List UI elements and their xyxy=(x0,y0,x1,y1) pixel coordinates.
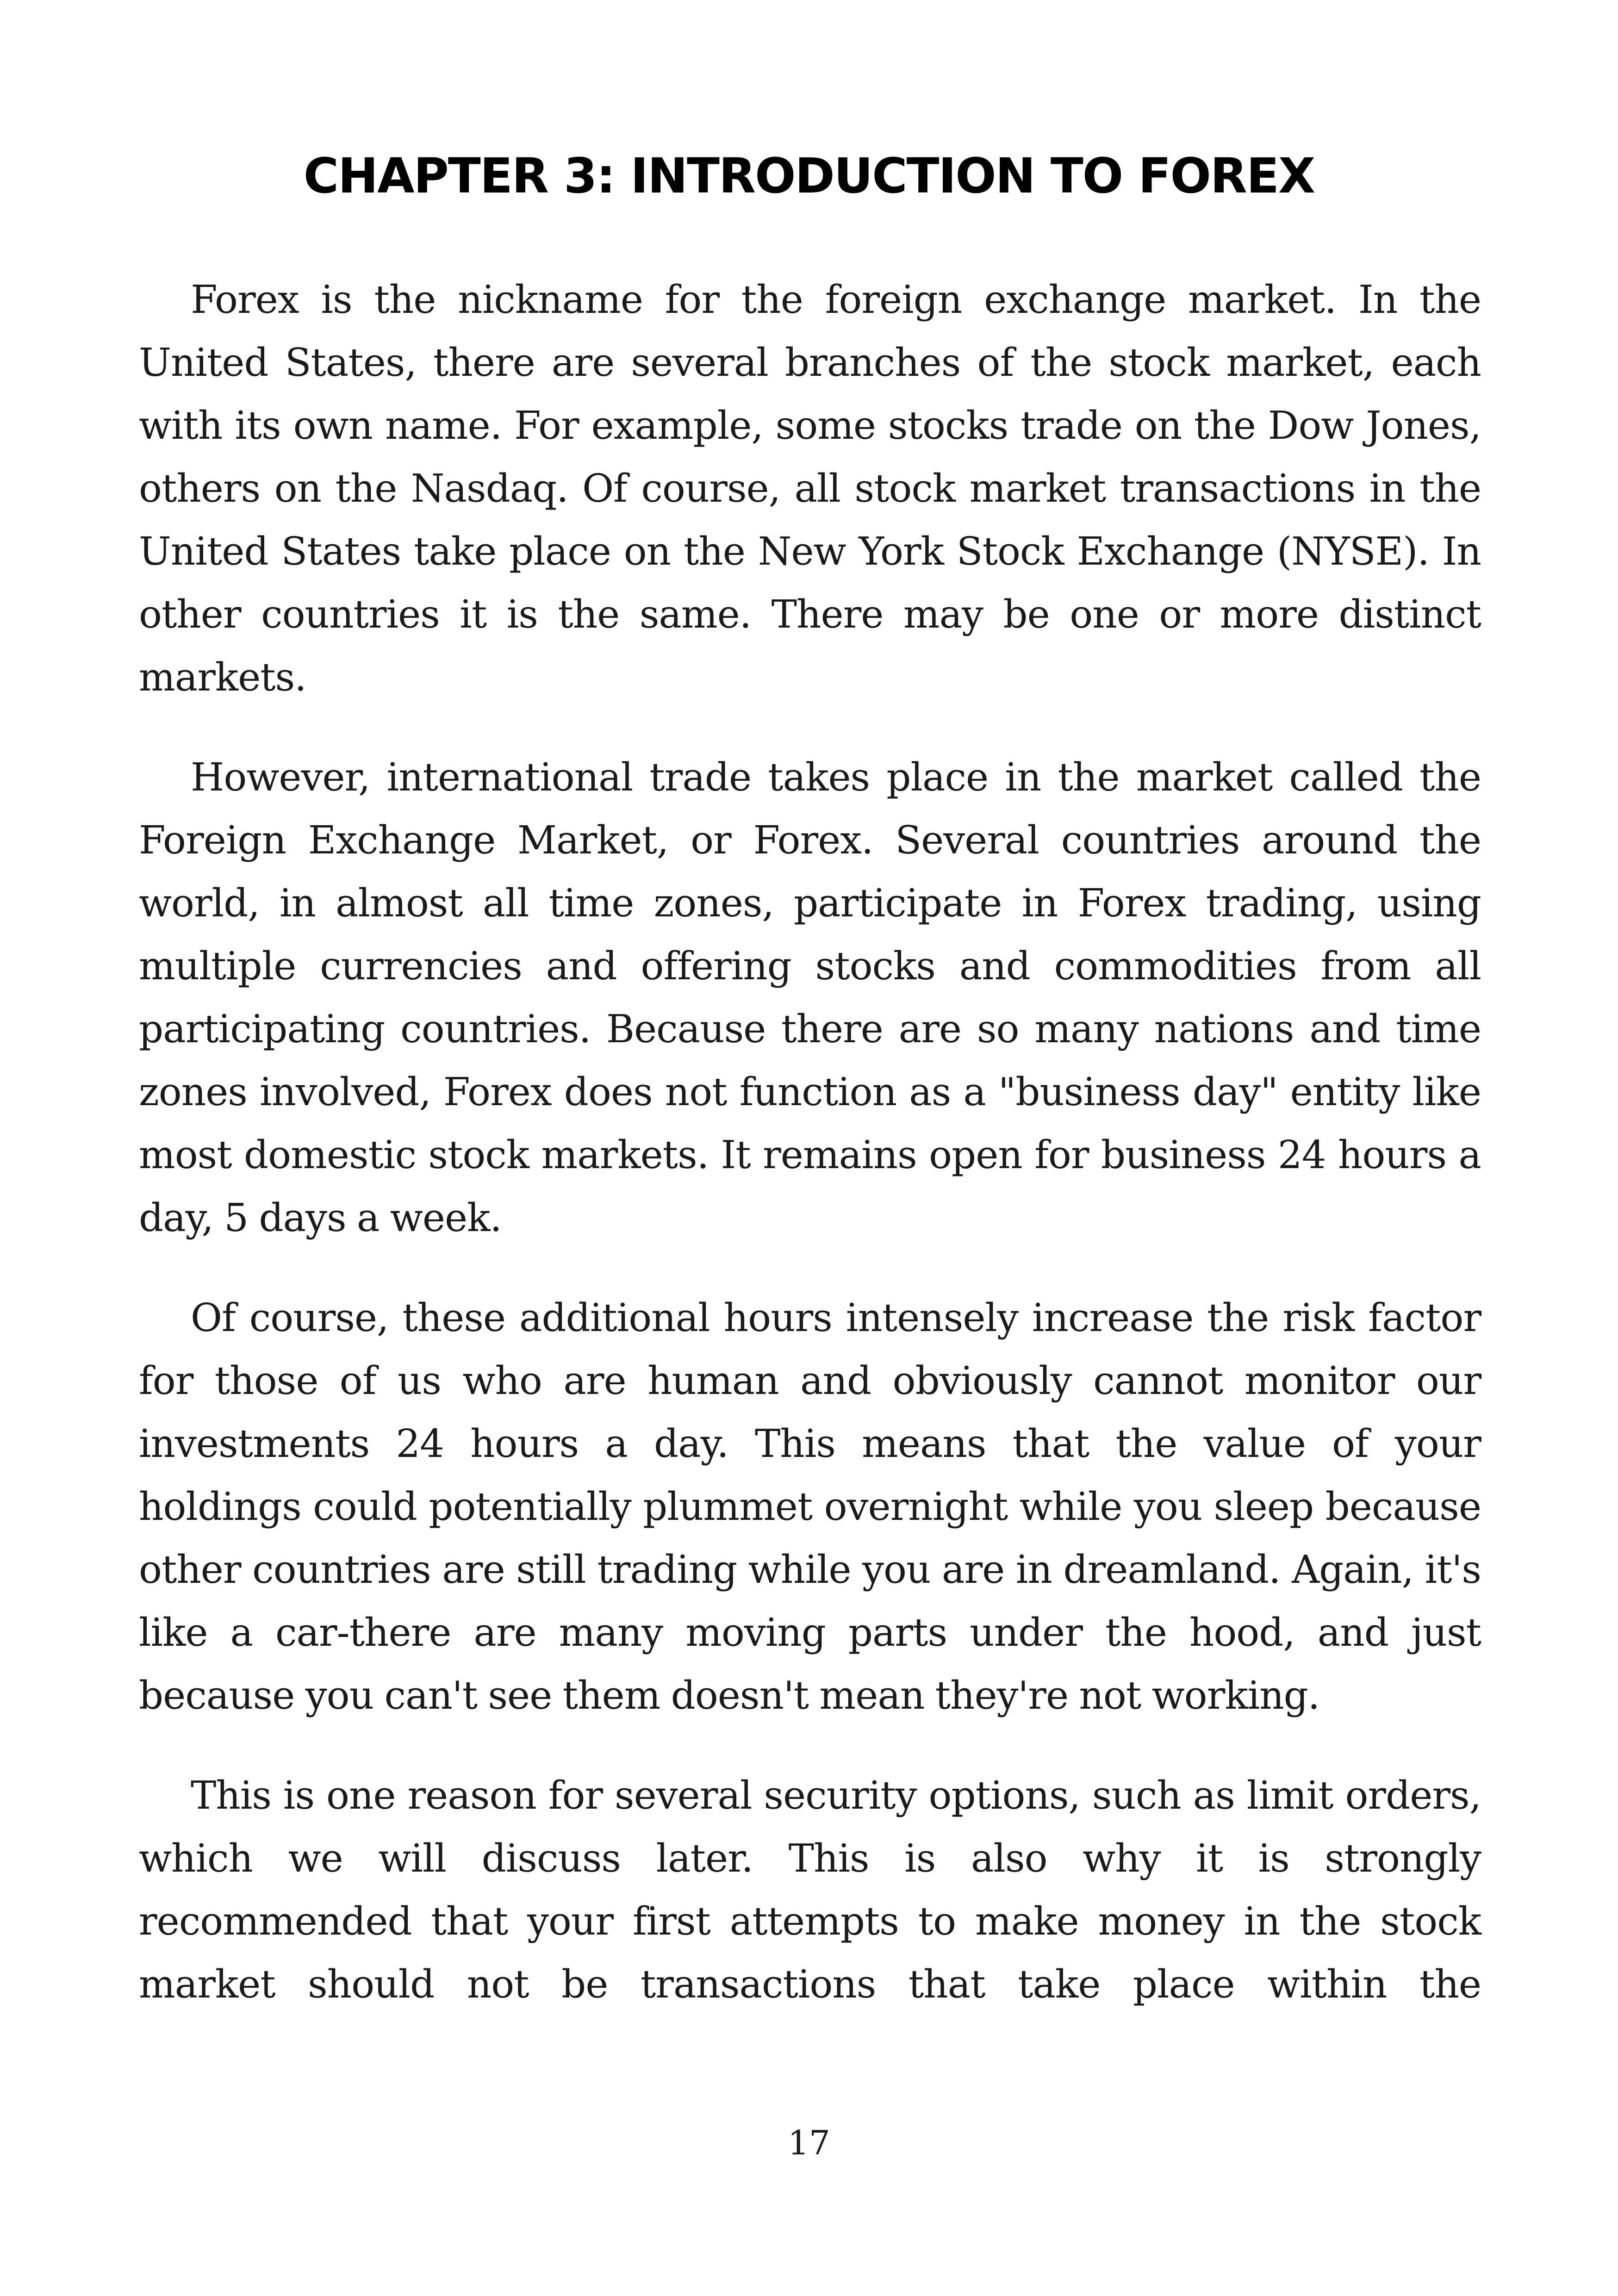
paragraph-1: Forex is the nickname for the foreign exchange market. In the United States, there are several branches of the stock market, each with its own name. For example, some stocks trade on the Dow Jones, others on the Nasdaq. Of course, all stock market transactions in the United States take place on the New York Stock Exchange (NYSE). In other countries it is the same. There may be one or more distinct markets. xyxy=(139,277,1481,700)
chapter-title: CHAPTER 3: INTRODUCTION TO FOREX xyxy=(303,148,1315,204)
paragraph-4: This is one reason for several security options, such as limit orders, which we will discuss later. This is also why it is strongly recommended that your first attempts to make money in the stock market should not be transactions that take place within the xyxy=(139,1773,1481,2007)
paragraph-3: Of course, these additional hours intensely increase the risk factor for those of us who are human and obviously cannot monitor our investments 24 hours a day. This means that the value of your holdings could potentially plummet overnight while you sleep because other countries are still trading while you are in dreamland. Again, it's like a car-there are many moving parts under the hood, and just because you can't see them doesn't mean they're not working. xyxy=(139,1295,1481,1718)
page-number: 17 xyxy=(788,2123,830,2162)
paragraph-2: However, international trade takes place in the market called the Foreign Exchange Market, or Forex. Several countries around the world, in almost all time zones, participate in Forex trading, using multiple currencies and offering stocks and commodities from all participating countries. Because there are so many nations and time zones involved, Forex does not function as a "business day" entity like most domestic stock markets. It remains open for business 24 hours a day, 5 days a week. xyxy=(139,755,1481,1240)
body-text xyxy=(139,268,1481,2053)
